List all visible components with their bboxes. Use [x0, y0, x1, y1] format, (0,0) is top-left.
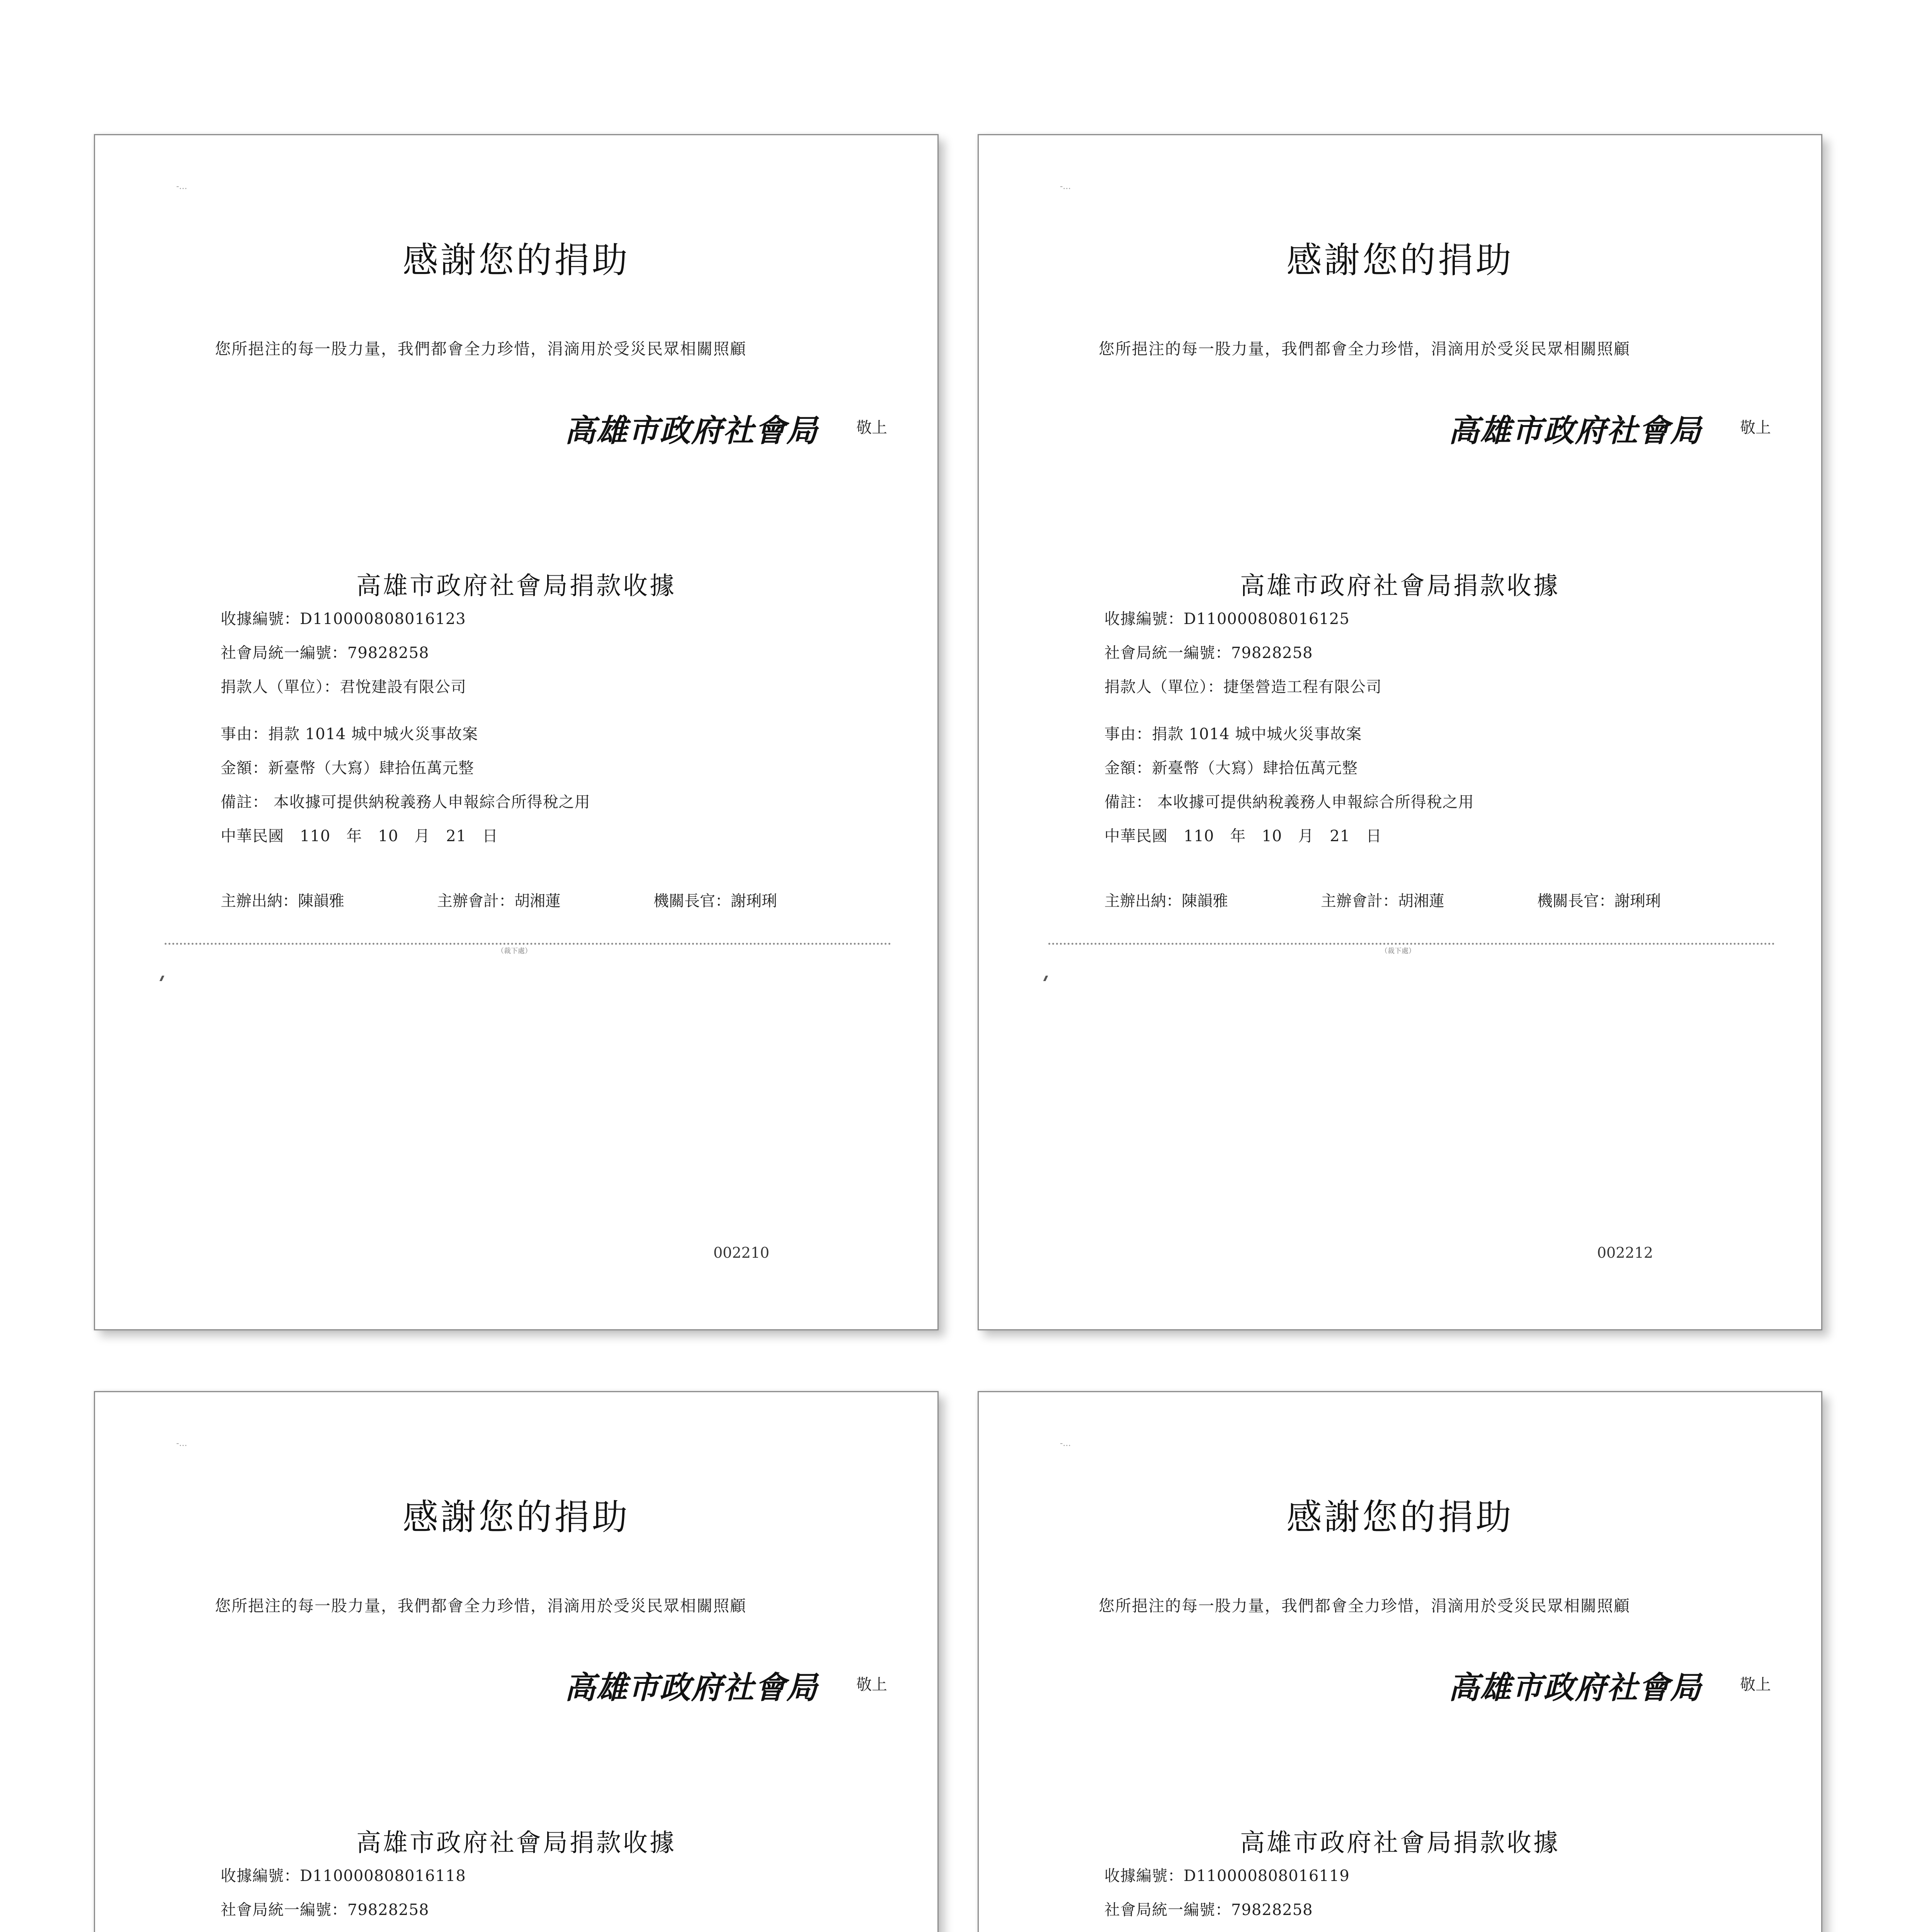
- thanks-title: 感謝您的捐助: [402, 1497, 630, 1538]
- cut-line: [1048, 943, 1775, 945]
- scan-tick-mark: [160, 976, 165, 981]
- receipt-sheet: [978, 134, 1822, 1330]
- page-number: 002212: [1597, 1244, 1653, 1261]
- receipt-sheet: [94, 134, 939, 1330]
- unified-number: 社會局統一編號：79828258: [221, 1901, 429, 1919]
- donor-name: 捐款人（單位）：君悅建設有限公司: [221, 678, 466, 696]
- thanks-message: 您所挹注的每一股力量，我們都會全力珍惜，涓滴用於受災民眾相關照顧: [1099, 340, 1630, 358]
- receipt-date: 中華民國 110 年 10 月 21 日: [221, 827, 498, 845]
- receipt-title: 高雄市政府社會局捐款收據: [356, 1829, 676, 1857]
- accountant-signer: 主辦會計：胡湘蓮: [1321, 892, 1444, 910]
- unified-number: 社會局統一編號：79828258: [1104, 644, 1313, 662]
- receipt-number: 收據編號：D110000808016119: [1104, 1867, 1350, 1885]
- scan-tick-mark: [1043, 976, 1048, 981]
- scan-corner-mark: -...: [176, 1439, 187, 1448]
- receipt-date: 中華民國 110 年 10 月 21 日: [1104, 827, 1382, 845]
- thanks-message: 您所挹注的每一股力量，我們都會全力珍惜，涓滴用於受災民眾相關照顧: [215, 340, 747, 358]
- donation-reason: 事由：捐款 1014 城中城火災事故案: [1104, 725, 1362, 743]
- bureau-signature: 高雄市政府社會局: [1448, 1669, 1702, 1706]
- unified-number: 社會局統一編號：79828258: [1104, 1901, 1313, 1919]
- donation-amount: 金額：新臺幣（大寫）肆拾伍萬元整: [1104, 759, 1358, 777]
- thanks-title: 感謝您的捐助: [402, 240, 630, 281]
- receipt-title: 高雄市政府社會局捐款收據: [1240, 572, 1560, 600]
- receipt-number: 收據編號：D110000808016123: [221, 610, 466, 628]
- thanks-message: 您所挹注的每一股力量，我們都會全力珍惜，涓滴用於受災民眾相關照顧: [215, 1597, 747, 1615]
- accountant-signer: 主辦會計：胡湘蓮: [437, 892, 561, 910]
- scan-corner-mark: -...: [1060, 1439, 1071, 1448]
- tax-remark: 備註： 本收據可提供納稅義務人申報綜合所得稅之用: [1104, 793, 1474, 811]
- tax-remark: 備註： 本收據可提供納稅義務人申報綜合所得稅之用: [221, 793, 590, 811]
- bureau-signature: 高雄市政府社會局: [1448, 412, 1702, 449]
- thanks-message: 您所挹注的每一股力量，我們都會全力珍惜，涓滴用於受災民眾相關照顧: [1099, 1597, 1630, 1615]
- receipt-sheet: [978, 1391, 1822, 1932]
- donation-amount: 金額：新臺幣（大寫）肆拾伍萬元整: [221, 759, 474, 777]
- donation-reason: 事由：捐款 1014 城中城火災事故案: [221, 725, 478, 743]
- agency-head-signer: 機關長官：謝琍琍: [1537, 892, 1661, 910]
- cut-line: [165, 943, 891, 945]
- respect-closing: 敬上: [1740, 419, 1771, 437]
- respect-closing: 敬上: [856, 419, 887, 437]
- receipt-number: 收據編號：D110000808016125: [1104, 610, 1350, 628]
- scan-corner-mark: -...: [176, 182, 187, 191]
- cut-label: （裁下處）: [1381, 947, 1415, 955]
- cashier-signer: 主辦出納：陳韻雅: [221, 892, 344, 910]
- respect-closing: 敬上: [1740, 1676, 1771, 1694]
- unified-number: 社會局統一編號：79828258: [221, 644, 429, 662]
- donor-name: 捐款人（單位）：捷堡營造工程有限公司: [1104, 678, 1382, 696]
- page-number: 002210: [713, 1244, 770, 1261]
- thanks-title: 感謝您的捐助: [1286, 1497, 1514, 1538]
- receipt-title: 高雄市政府社會局捐款收據: [1240, 1829, 1560, 1857]
- cut-label: （裁下處）: [497, 947, 532, 955]
- bureau-signature: 高雄市政府社會局: [565, 412, 818, 449]
- cashier-signer: 主辦出納：陳韻雅: [1104, 892, 1228, 910]
- respect-closing: 敬上: [856, 1676, 887, 1694]
- scan-corner-mark: -...: [1060, 182, 1071, 191]
- receipt-title: 高雄市政府社會局捐款收據: [356, 572, 676, 600]
- thanks-title: 感謝您的捐助: [1286, 240, 1514, 281]
- receipt-sheet: [94, 1391, 939, 1932]
- bureau-signature: 高雄市政府社會局: [565, 1669, 818, 1706]
- agency-head-signer: 機關長官：謝琍琍: [653, 892, 777, 910]
- receipt-number: 收據編號：D110000808016118: [221, 1867, 466, 1885]
